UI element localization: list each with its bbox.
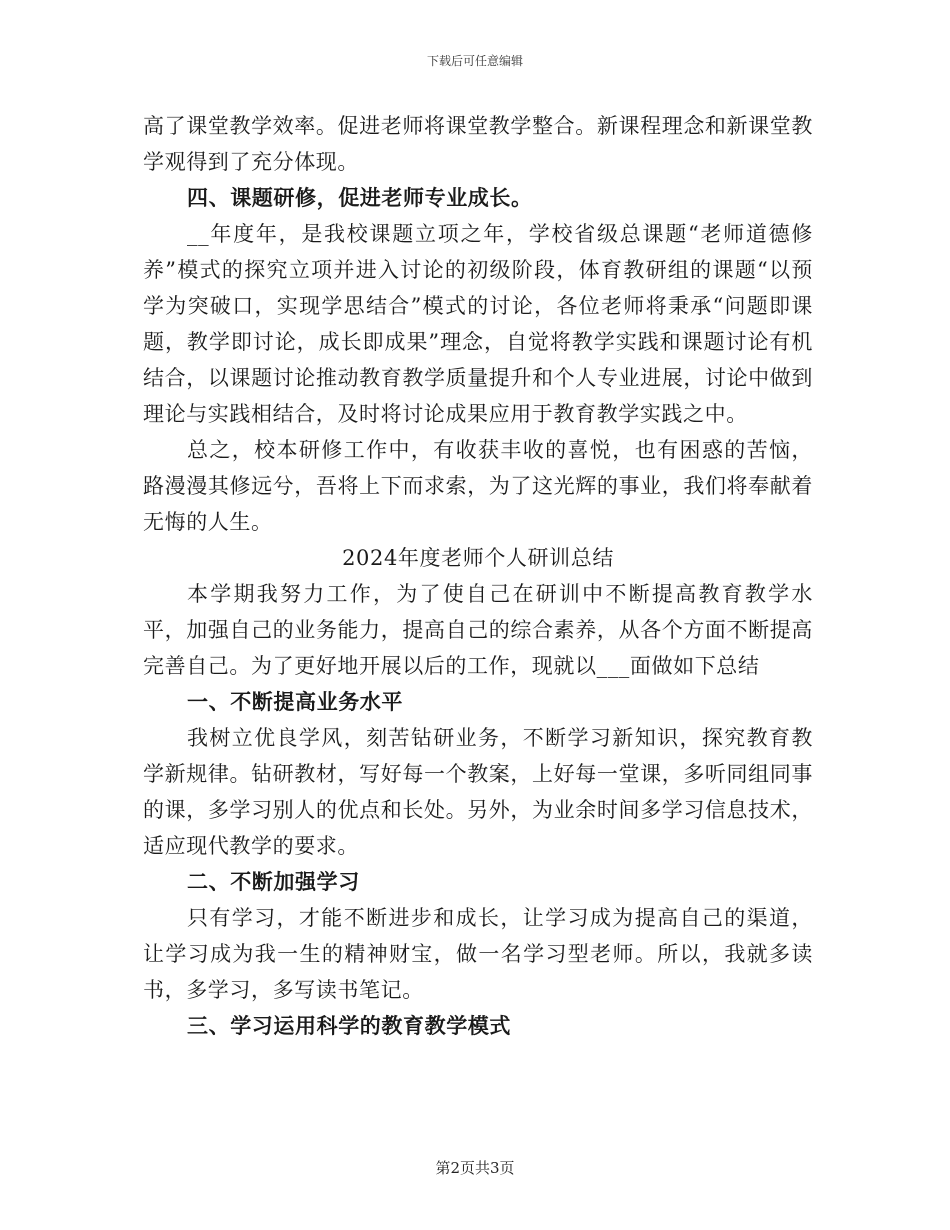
- section-heading-three: 三、学习运用科学的教育教学模式: [187, 1013, 511, 1038]
- paragraph-conclusion: 总之，校本研修工作中，有收获丰收的喜悦，也有困惑的苦恼，路漫漫其修远兮，吾将上下而求索，为了这光辉的事业，我们将奉献着无悔的人生。: [143, 438, 813, 534]
- paragraph-learning: 只有学习，才能不断进步和成长，让学习成为提高自己的渠道，让学习成为我一生的精神财宝，做一名学习型老师。所以，我就多读书，多学习，多写读书笔记。: [143, 906, 813, 1002]
- page-header: 下载后可任意编辑: [426, 54, 523, 68]
- page-footer: 第2页共3页: [435, 1159, 515, 1177]
- section-heading-four: 四、课题研修，促进老师专业成长。: [187, 185, 533, 210]
- document-body: [143, 108, 813, 1044]
- paragraph-research-project: __年度年，是我校课题立项之年，学校省级总课题“老师道德修养”模式的探究立项并进入讨论的初级阶段，体育教研组的课题“以预学为突破口，实现学思结合”模式的讨论，各位老师将秉承“问题即课题，教学即讨论，成长即成果”理念，自觉将教学实践和课题讨论有机结合，以课题讨论推动教育教学质量提升和个人专业进展，讨论中做到理论与实践相结合，及时将讨论成果应用于教育教学实践之中。: [143, 222, 813, 426]
- document-title: 2024年度老师个人研训总结: [342, 546, 614, 570]
- paragraph-business-level: 我树立优良学风，刻苦钻研业务，不断学习新知识，探究教育教学新规律。钻研教材，写好每一个教案，上好每一堂课，多听同组同事的课，多学习别人的优点和长处。另外，为业余时间多学习信息技术，适应现代教学的要求。: [143, 726, 813, 858]
- section-heading-two: 二、不断加强学习: [187, 869, 360, 894]
- paragraph-intro: 本学期我努力工作，为了使自己在研训中不断提高教育教学水平，加强自己的业务能力，提高自己的综合素养，从各个方面不断提高完善自己。为了更好地开展以后的工作，现就以___面做如下总结: [143, 582, 813, 678]
- paragraph-continuation: 高了课堂教学效率。促进老师将课堂教学整合。新课程理念和新课堂教学观得到了充分体现。: [143, 114, 813, 174]
- section-heading-one: 一、不断提高业务水平: [187, 689, 403, 714]
